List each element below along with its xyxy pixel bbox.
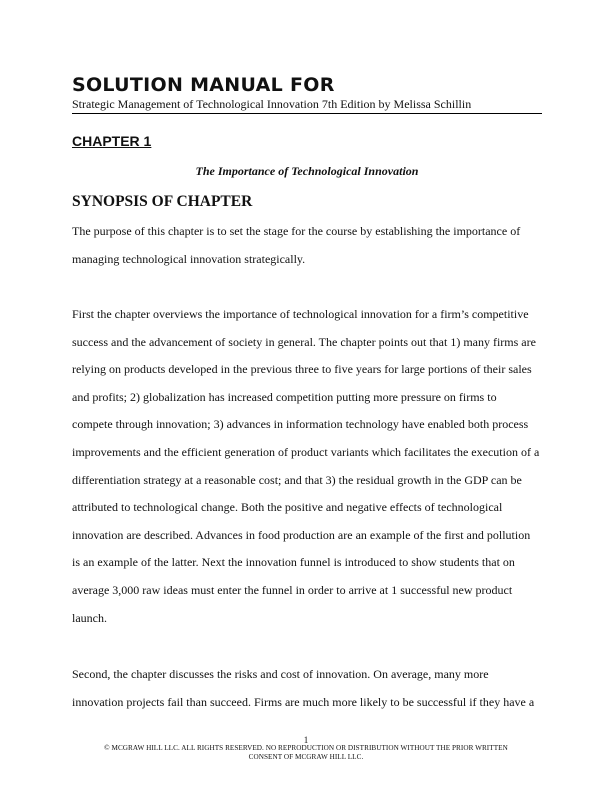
chapter-title: The Importance of Technological Innovation — [195, 164, 419, 178]
header-divider — [72, 113, 542, 114]
paragraph-risks — [72, 661, 544, 716]
copyright-footer — [56, 744, 556, 762]
text-line: The purpose of this chapter is to set the stage for the course by establishing the importance of — [72, 224, 521, 238]
copyright-line: CONSENT OF MCGRAW HILL LLC. — [248, 753, 364, 761]
text-line: innovation projects fail than succeed. Firms are much more likely to be successful if they have a — [72, 694, 535, 709]
text-line: and profits; 2) globalization has increased competition putting more pressure on firms to — [72, 389, 497, 404]
text-line: differentiation strategy at a reasonable cost; and that 3) the residual growth in the GDP can be — [72, 472, 522, 487]
text-line: compete through innovation; 3) advances in information technology have enabled both process — [72, 417, 529, 432]
text-line: attributed to technological change. Both the positive and negative effects of technological — [72, 500, 503, 515]
copyright-line: © MCGRAW HILL LLC. ALL RIGHTS RESERVED. NO REPRODUCTION OR DISTRIBUTION WITHOUT THE PRIOR WRITTEN — [104, 744, 508, 752]
text-line: improvements and the efficient generation of product variants which facilitates the execution of a — [72, 444, 540, 459]
text-line: innovation are described. Advances in food production are an example of the first and pollution — [72, 527, 531, 542]
paragraph-purpose — [72, 218, 544, 273]
section-heading: SYNOPSIS OF CHAPTER — [72, 193, 253, 210]
document-title: SOLUTION MANUAL FOR — [72, 74, 335, 96]
text-line: relying on products developed in the previous three to five years for large portions of their sales — [72, 362, 532, 377]
paragraph-overview — [72, 301, 544, 632]
text-line: First the chapter overviews the importance of technological innovation for a firm’s competitive — [72, 307, 529, 321]
document-subtitle: Strategic Management of Technological Innovation 7th Edition by Melissa Schillin — [72, 97, 472, 111]
text-line: average 3,000 raw ideas must enter the funnel in order to arrive at 1 successful new product — [72, 582, 513, 597]
text-line: launch. — [72, 610, 107, 625]
text-line: Second, the chapter discusses the risks and cost of innovation. On average, many more — [72, 667, 489, 681]
chapter-label: CHAPTER 1 — [72, 133, 152, 149]
text-line: success and the advancement of society in general. The chapter points out that 1) many firms are — [72, 334, 536, 349]
text-line: managing technological innovation strategically. — [72, 251, 306, 266]
page-number: 1 — [303, 735, 309, 745]
text-line: is an example of the latter. Next the innovation funnel is introduced to show students that on — [72, 555, 515, 570]
